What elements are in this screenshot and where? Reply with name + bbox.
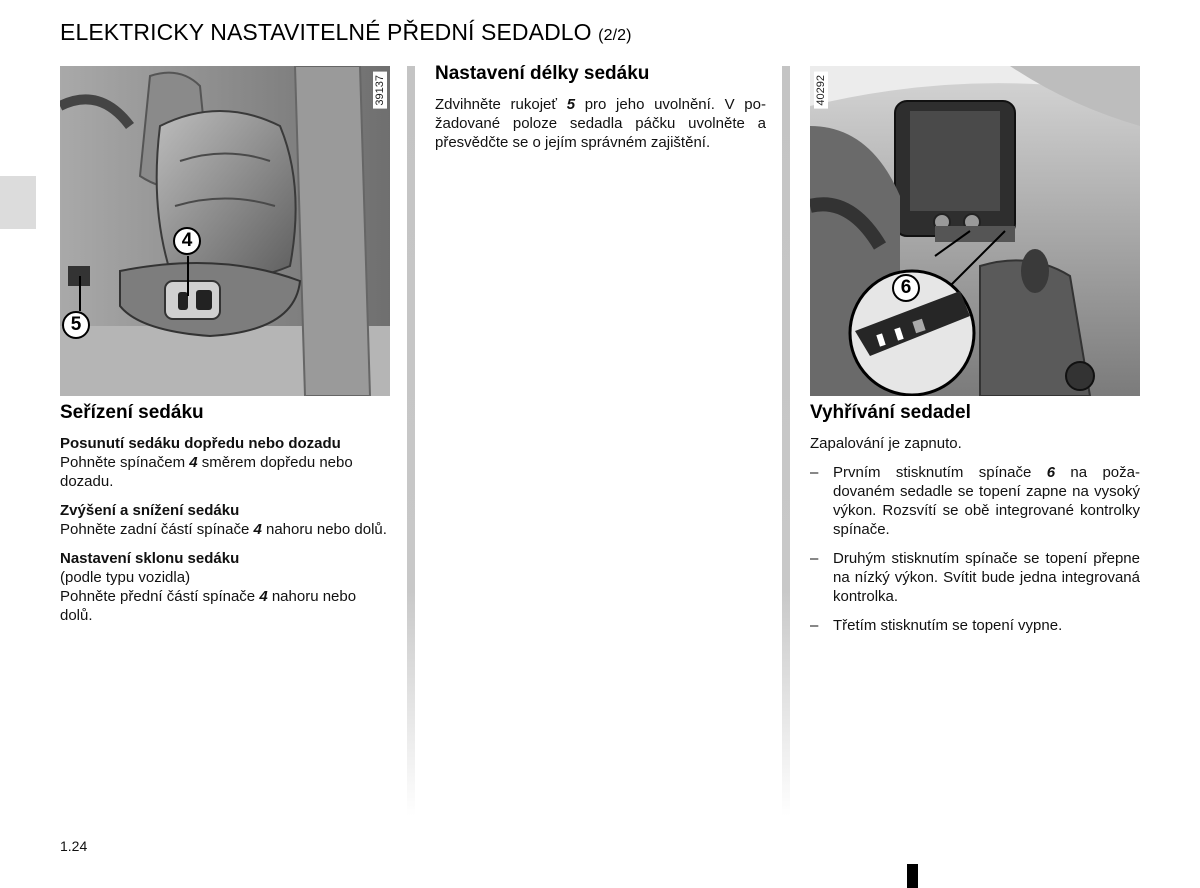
callout-5: 5 [62, 311, 90, 339]
ref-4: 4 [253, 521, 262, 538]
column-separator-left [407, 66, 415, 816]
heating-steps-list [810, 463, 1140, 635]
ref-4: 4 [259, 588, 268, 605]
ref-5: 5 [566, 96, 576, 113]
block-tilt-seat: Nastavení sklonu sedáku (podle typu vozidla) Pohněte přední částí spínače 4 nahoru nebo dolů. [60, 549, 392, 625]
block-move-seat: Posunutí sedáku dopředu nebo dozadu Pohněte spínačem 4 směrem dopředu nebo dozadu. [60, 434, 392, 491]
subheading-tilt-seat: Nastavení sklonu sedáku [60, 550, 240, 567]
callout-6: 6 [892, 274, 920, 302]
page-title-main: ELEKTRICKY NASTAVITELNÉ PŘEDNÍ SEDADLO [60, 19, 592, 45]
section-tab [0, 176, 36, 229]
seat-illustration [60, 66, 390, 396]
ref-4: 4 [189, 454, 198, 471]
column-separator-right [782, 66, 790, 816]
paragraph-seat-length: Zdvihněte rukojeť 5 pro jeho uvolnění. V požadované poloze sedadla páčku uvolněte a přesvědčte se o jejím správném zajištění. [435, 96, 766, 151]
heading-seat-adjustment: Seřízení sedáku [60, 402, 204, 423]
callout-4: 4 [173, 227, 201, 255]
page-title-part: (2/2) [598, 27, 632, 44]
left-column-text [60, 434, 392, 635]
block-raise-seat: Zvýšení a snížení sedáku Pohněte zadní částí spínače 4 nahoru nebo dolů. [60, 501, 392, 539]
heating-step-2: – Druhým stisknutím spínače se topení přepne na nízký výkon. Svítit bude jedna integrovaná kontrolka. [810, 549, 1140, 606]
note-vehicle-type: (podle typu vozidla) [60, 569, 191, 586]
right-column-text [810, 434, 1140, 645]
heating-step-1: – Prvním stisknutím spínače 6 na požadovaném sedadle se topení zapne na vysoký výkon. Rozsvítí se obě integrované kontrolky spínače. [810, 463, 1140, 539]
middle-column-text [435, 95, 766, 162]
subheading-raise-seat: Zvýšení a snížení sedáku [60, 502, 240, 519]
dashboard-illustration [810, 66, 1140, 396]
page-number: 1.24 [60, 838, 88, 854]
corner-mark [907, 864, 918, 888]
dashboard-drawing [810, 66, 1140, 396]
heading-seat-heating: Vyhřívání sedadel [810, 402, 971, 423]
intro-ignition: Zapalování je zapnuto. [810, 435, 962, 452]
figure-id-right: 40292 [814, 72, 828, 109]
figure-id-left: 39137 [373, 72, 387, 109]
heading-seat-length: Nastavení délky sedáku [435, 63, 650, 84]
heating-step-3: – Třetím stisknutím se topení vypne. [810, 616, 1140, 635]
ref-6: 6 [1046, 464, 1056, 481]
seat-drawing [60, 66, 390, 396]
page-title [60, 19, 632, 46]
subheading-move-seat: Posunutí sedáku dopředu nebo dozadu [60, 435, 341, 452]
